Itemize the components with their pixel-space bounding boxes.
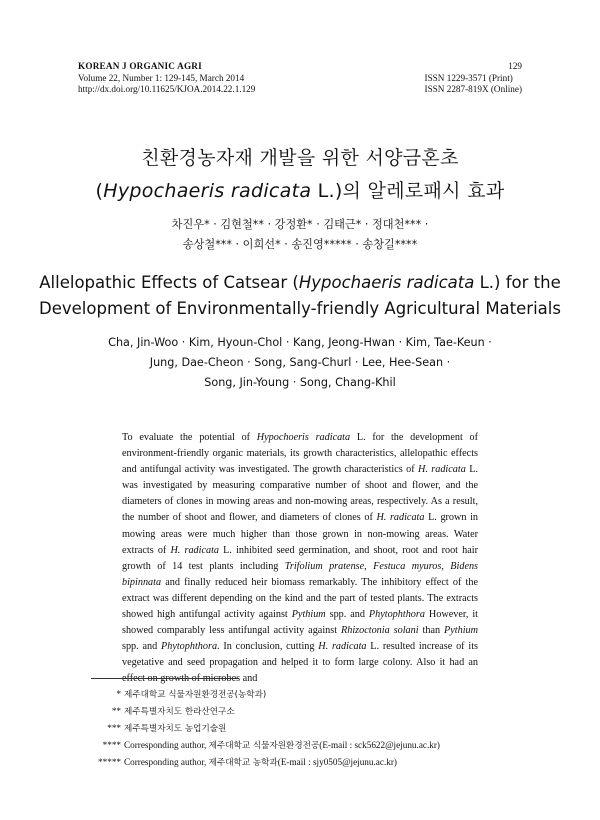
abstract xyxy=(122,430,478,688)
english-authors-line1: Cha, Jin-Woo · Kim, Hyoun-Chol · Kang, Jeong-Hwan · Kim, Tae-Keun · xyxy=(108,336,492,349)
korean-title-line2 xyxy=(0,175,600,208)
english-title-suffix: L.) for the xyxy=(474,273,561,292)
footnote-text xyxy=(124,686,266,703)
korean-title-line1: 친환경농자재 개발을 위한 서양금혼초 xyxy=(141,147,459,169)
journal-header xyxy=(78,61,255,96)
abstract-species: Pythium xyxy=(291,609,326,621)
footnote-affiliation: 제주대학교 식물자원환경전공(농학과) xyxy=(124,690,267,700)
footnote xyxy=(83,737,440,754)
footnote xyxy=(83,703,440,720)
abstract-text: L. inhibited seed germination, and shoot, root and root hair growth of 14 test plants including xyxy=(122,544,478,572)
abstract-text: than xyxy=(418,625,445,637)
issn-print: ISSN 1229-3571 (Print) xyxy=(424,72,513,83)
footnote-divider xyxy=(91,678,239,679)
abstract-species: H. radicata xyxy=(417,464,466,476)
abstract-text: , xyxy=(364,560,374,572)
abstract-text: However, it showed comparably less antifungal activity against xyxy=(122,609,478,637)
abstract-text: L. for the development of environment-friendly organic materials, its growth characteristics, allelopathic effects and antifungal activity was investigated. The growth characteristics of xyxy=(122,432,478,476)
english-authors-line2: Jung, Dae-Cheon · Song, Sang-Churl · Lee, Hee-Sean · xyxy=(149,356,451,369)
footnote-affiliation: 제주특별자치도 농업기술원 xyxy=(124,724,227,734)
footnote-affiliation: 제주대학교 식물자원환경전공 xyxy=(208,741,320,751)
footnote-mark: ** xyxy=(111,706,121,716)
abstract-species: H. radicata xyxy=(170,544,220,556)
abstract-text: L. resulted increase of its vegetative and seed propagation and helped it to form large colony. Also it had an effect on growth of microbes and xyxy=(122,641,478,685)
volume-info: Volume 22, Number 1: 129-145, March 2014 xyxy=(78,72,245,83)
abstract-text: spp. and xyxy=(325,609,369,621)
abstract-species: Phytophthora xyxy=(368,609,425,621)
abstract-text: . In conclusion, cutting xyxy=(217,641,319,653)
footnote-text xyxy=(124,754,397,771)
english-title-line1 xyxy=(0,270,600,296)
korean-authors xyxy=(0,215,600,255)
footnote-affiliation: 제주대학교 농학과 xyxy=(208,758,278,768)
abstract-species: Pythium xyxy=(444,625,478,637)
abstract-text: L. was investigated by measuring comparative number of shoot and flower, and the diameters of clones in mowing areas and non-mowing areas, respectively. As a result, the number of shoot and flower, and diameters of clones of xyxy=(122,464,478,524)
issn-block xyxy=(425,61,522,96)
abstract-species: Bidens bipinnata xyxy=(122,560,479,588)
footnote-prefix: Corresponding author, xyxy=(124,740,209,750)
footnote xyxy=(83,754,440,771)
abstract-species: H. radicata xyxy=(318,641,367,653)
abstract-species: H. radicata xyxy=(376,512,425,524)
footnote-text xyxy=(124,720,226,737)
footnote-mark: *** xyxy=(107,723,121,733)
abstract-species: Phytophthora xyxy=(161,641,218,653)
korean-title-rest: L.)의 알레로패시 효과 xyxy=(311,180,505,202)
english-title-line2: Development of Environmentally-friendly Agricultural Materials xyxy=(39,299,561,318)
abstract-species: Trifolium pratense xyxy=(284,560,365,572)
korean-title-open: ( xyxy=(95,180,104,202)
korean-title-species: Hypochaeris radicata xyxy=(103,180,312,202)
abstract-text: , xyxy=(441,560,451,572)
doi-link[interactable]: http://dx.doi.org/10.11625/KJOA.2014.22.1.129 xyxy=(78,84,256,94)
english-authors xyxy=(0,333,600,393)
footnote-mark: ***** xyxy=(98,757,121,767)
footnote-email[interactable]: (E-mail : sck5622@jejunu.ac.kr) xyxy=(319,740,440,750)
abstract-text: and finally reduced heir biomass remarkably. The inhibitory effect of the extract was different depending on the kind and the part of tested plants. The extracts showed high antifungal activity against xyxy=(122,576,478,621)
footnote-mark: * xyxy=(116,689,121,699)
footnote-email[interactable]: (E-mail : sjy0505@jejunu.ac.kr) xyxy=(277,757,397,767)
footnote-mark: **** xyxy=(102,740,121,750)
footnote-text xyxy=(124,703,235,720)
footnote-text xyxy=(124,737,440,754)
footnote-prefix: Corresponding author, xyxy=(124,757,209,767)
footnotes xyxy=(83,686,440,771)
english-title-prefix: Allelopathic Effects of Catsear ( xyxy=(39,273,299,292)
abstract-paragraph xyxy=(122,430,478,688)
korean-authors-line1: 차진우* · 김현철** · 강정환* · 김태근* · 정대천*** · xyxy=(171,218,429,231)
footnote-affiliation: 제주특별자치도 한라산연구소 xyxy=(124,707,235,717)
english-title-species: Hypochaeris radicata xyxy=(298,273,475,292)
abstract-species: Festuca myuros xyxy=(373,560,442,572)
footnote xyxy=(83,720,440,737)
abstract-text: spp. and xyxy=(122,641,162,653)
english-authors-line3: Song, Jin-Young · Song, Chang-Khil xyxy=(204,376,396,389)
issn-online: ISSN 2287-819X (Online) xyxy=(424,84,522,94)
abstract-species: Hypochoeris radicata xyxy=(256,432,351,443)
korean-title xyxy=(0,142,600,208)
abstract-text: L. grown in mowing areas were much higher than those grown in non-mowing areas. Water extracts of xyxy=(122,512,478,556)
korean-authors-line2: 송상철*** · 이희선* · 송진영***** · 송창길**** xyxy=(182,238,418,251)
english-title xyxy=(0,270,600,322)
page-number: 129 xyxy=(508,61,522,71)
abstract-text: To evaluate the potential of xyxy=(122,432,257,443)
abstract-species: Rhizoctonia solani xyxy=(341,625,419,637)
footnote xyxy=(83,686,440,703)
journal-name: KOREAN J ORGANIC AGRI xyxy=(78,61,202,71)
